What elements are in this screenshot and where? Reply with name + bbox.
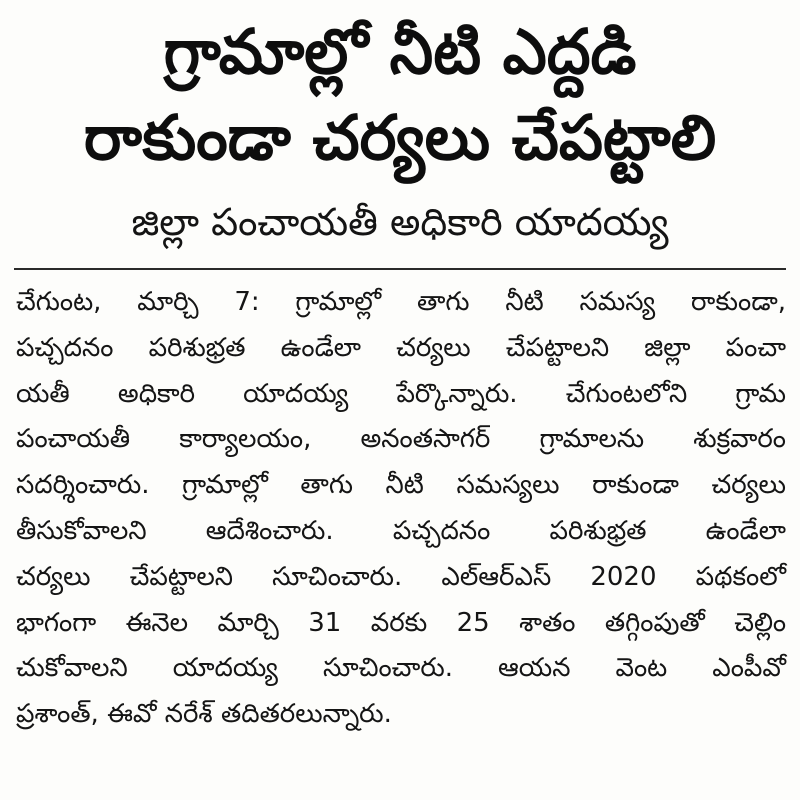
body-line: తీసుకోవాలని ఆదేశించారు. పచ్చదనం పరిశుభ్రత ఉండేలా (16, 515, 786, 546)
body-line: పంచాయతీ కార్యాలయం, అనంతసాగర్ గ్రామాలను శుక్రవారం (16, 424, 786, 455)
subheadline: జిల్లా పంచాయతీ అధికారి యాదయ్య (131, 200, 669, 244)
headline-line-1: గ్రామాల్లో నీటి ఎద్దడి (163, 15, 637, 88)
body-line: చేగుంట, మార్చి 7: గ్రామాల్లో తాగు నీటి సమస్య రాకుండా, (16, 287, 786, 317)
body-line: ప్రశాంత్, ఈవో నరేశ్ తదితరలున్నారు. (16, 699, 392, 730)
headline-line-2: రాకుండా చర్యలు చేపట్టాలి (83, 101, 717, 174)
body-line: భాగంగా ఈనెల మార్చి 31 వరకు 25 శాతం తగ్గింపుతో చెల్లిం (16, 607, 786, 638)
body-line: సదర్శించారు. గ్రామాల్లో తాగు నీటి సమస్యలు రాకుండా చర్యలు (16, 470, 786, 501)
article-body (16, 280, 786, 738)
body-line: యతీ అధికారి యాదయ్య పేర్కొన్నారు. చేగుంటలోని గ్రామ (16, 378, 786, 409)
body-line: చుకోవాలని యాదయ్య సూచించారు. ఆయన వెంట ఎంపీవో (16, 653, 786, 684)
body-line: పచ్చదనం పరిశుభ్రత ఉండేలా చర్యలు చేపట్టాలని జిల్లా పంచా (16, 332, 786, 363)
divider (14, 268, 786, 270)
body-line: చర్యలు చేపట్టాలని సూచించారు. ఎల్ఆర్ఎస్ 2020 పథకంలో (16, 561, 786, 592)
